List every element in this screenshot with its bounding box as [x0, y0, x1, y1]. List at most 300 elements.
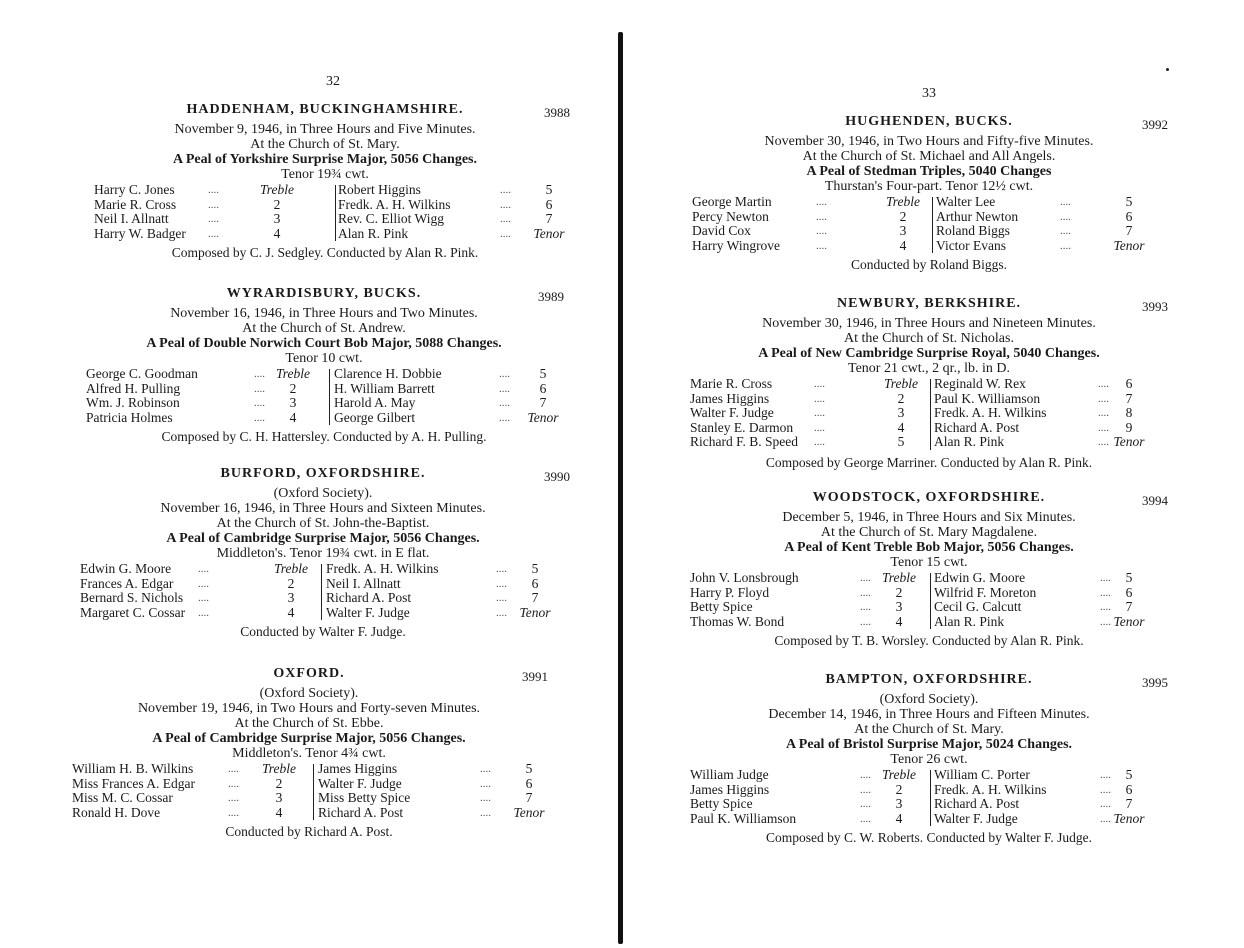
ringer-name: H. William Barrett: [334, 380, 435, 396]
ringer-row: [936, 239, 1150, 254]
leader-dots: ....: [816, 210, 827, 223]
column-divider: [932, 197, 933, 253]
ringer-row: [690, 586, 920, 601]
leader-dots: ....: [208, 184, 219, 196]
peal-header: [70, 666, 548, 686]
bell-number: Treble: [881, 570, 916, 585]
peal-footer: Conducted by Richard A. Post.: [225, 824, 393, 839]
ringer-name: Clarence H. Dobbie: [334, 366, 442, 381]
ringers-column-left: [80, 562, 312, 620]
peal-header: [690, 490, 1168, 510]
bell-number: 3: [289, 395, 297, 410]
peal-header: [80, 102, 570, 122]
ringer-name: Cecil G. Calcutt: [934, 599, 1022, 614]
column-divider: [930, 379, 931, 450]
ringers-band: [690, 377, 1168, 453]
ringer-row: [334, 411, 564, 426]
ringer-name: William Judge: [690, 767, 769, 782]
ringer-name: Reginald W. Rex: [934, 376, 1026, 391]
ringer-name: Edwin G. Moore: [934, 570, 1026, 585]
bell-number: 2: [899, 208, 907, 224]
leader-dots: ....: [1060, 196, 1071, 208]
leader-dots: ....: [1098, 436, 1109, 448]
peal-detail-line: (Oxford Society).: [259, 686, 359, 701]
bell-number: 3: [287, 590, 295, 605]
leader-dots: ....: [816, 239, 827, 252]
column-divider: [930, 573, 931, 629]
peal-number: 3988: [544, 105, 570, 120]
peal-detail-line: November 9, 1946, in Three Hours and Five Minutes.: [174, 122, 476, 137]
leader-dots: ....: [1098, 392, 1109, 405]
peal-record: [690, 296, 1168, 471]
ringer-name: John V. Lonsbrough: [690, 570, 799, 585]
ringers-band: [76, 562, 570, 622]
ringers-column-left: [690, 377, 922, 450]
leader-dots: ....: [814, 378, 825, 390]
ringer-row: [86, 411, 314, 426]
ringer-row: [934, 586, 1150, 601]
leader-dots: ....: [500, 184, 511, 196]
bell-number: 4: [897, 419, 905, 435]
leader-dots: ....: [1100, 769, 1111, 781]
ringer-name: Harry P. Floyd: [690, 584, 770, 600]
ringer-name: Stanley E. Darmon: [690, 419, 794, 435]
bell-number: 4: [275, 804, 283, 820]
ringer-row: [934, 571, 1150, 586]
ringer-name: Rev. C. Elliot Wigg: [338, 211, 444, 226]
ringer-name: James Higgins: [690, 390, 770, 406]
leader-dots: ....: [198, 577, 209, 590]
bell-number: Tenor: [1113, 810, 1145, 826]
ringer-row: [934, 615, 1150, 630]
peal-detail-line: (Oxford Society).: [879, 692, 979, 707]
peal-location: HUGHENDEN, BUCKS.: [845, 114, 1013, 129]
leader-dots: ....: [198, 563, 209, 575]
ringers-column-right: [334, 367, 564, 425]
peal-record: [80, 102, 570, 261]
ringer-name: Wm. J. Robinson: [86, 395, 180, 410]
ringers-column-right: [326, 562, 556, 620]
peal-header: [76, 466, 570, 486]
ringer-row: [80, 606, 312, 621]
bell-number: 5: [897, 434, 905, 449]
peal-tenor: Tenor 15 cwt.: [890, 555, 968, 570]
ringer-name: Alan R. Pink: [934, 613, 1005, 629]
peal-location: WYRARDISBURY, BUCKS.: [226, 286, 422, 301]
ringer-name: William H. B. Wilkins: [72, 761, 194, 776]
bell-number: Treble: [261, 761, 296, 776]
bell-number: 4: [899, 237, 907, 253]
ringers-column-right: [318, 762, 550, 820]
bell-number: Tenor: [533, 225, 565, 241]
bell-number: 5: [1125, 767, 1133, 782]
leader-dots: ....: [1100, 615, 1111, 628]
ringer-name: Frances A. Edgar: [80, 575, 174, 591]
peal-number: 3990: [544, 469, 570, 484]
ringer-row: [338, 183, 570, 198]
ringer-row: [690, 797, 920, 812]
ringer-name: Betty Spice: [690, 599, 753, 614]
leader-dots: ....: [1100, 798, 1111, 810]
ringer-name: Miss Frances A. Edgar: [72, 775, 195, 791]
ringer-row: [94, 198, 298, 213]
ringers-column-left: [690, 768, 920, 826]
leader-dots: ....: [198, 592, 209, 604]
leader-dots: ....: [208, 198, 219, 211]
peal-detail-line: November 30, 1946, in Two Hours and Fifty-five Minutes.: [764, 134, 1094, 149]
ringer-row: [334, 396, 564, 411]
bell-number: 4: [289, 409, 297, 425]
leader-dots: ....: [496, 577, 507, 590]
ringer-name: James Higgins: [690, 781, 770, 797]
leader-dots: ....: [1098, 407, 1109, 419]
peal-record: [690, 672, 1168, 846]
leader-dots: ....: [228, 763, 239, 775]
bell-number: 6: [1125, 781, 1133, 797]
leader-dots: ....: [254, 382, 265, 395]
peal-footer: Composed by C. W. Roberts. Conducted by Walter F. Judge.: [765, 830, 1093, 845]
bell-number: 6: [531, 575, 539, 591]
ringer-name: Walter F. Judge: [690, 405, 774, 420]
ringer-row: [692, 210, 924, 225]
ringer-row: [326, 577, 556, 592]
leader-dots: ....: [1098, 421, 1109, 434]
leader-dots: ....: [496, 563, 507, 575]
ringer-name: Victor Evans: [936, 237, 1007, 253]
bell-number: 7: [1125, 796, 1133, 811]
ringer-name: Fredk. A. H. Wilkins: [338, 196, 451, 212]
ringers-band: [80, 183, 570, 243]
peal-number: 3991: [522, 669, 548, 684]
ringer-name: Walter F. Judge: [326, 604, 410, 620]
peal-location: BURFORD, OXFORDSHIRE.: [220, 466, 426, 481]
leader-dots: ....: [499, 382, 510, 395]
ringers-band: [690, 571, 1168, 631]
ringer-row: [326, 606, 556, 621]
leader-dots: ....: [198, 606, 209, 619]
leader-dots: ....: [1100, 586, 1111, 599]
ringers-column-left: [86, 367, 314, 425]
leader-dots: ....: [860, 783, 871, 796]
bell-number: 6: [1125, 376, 1133, 391]
peal-detail-line: December 14, 1946, in Three Hours and Fifteen Minutes.: [768, 707, 1090, 722]
ringer-name: Marie R. Cross: [94, 196, 177, 212]
ringer-row: [934, 421, 1150, 436]
bell-number: 3: [275, 790, 283, 805]
ringer-row: [692, 195, 924, 210]
ringer-row: [334, 382, 564, 397]
leader-dots: ....: [816, 196, 827, 208]
bell-number: 7: [525, 790, 533, 805]
ringer-name: Miss Betty Spice: [318, 790, 411, 805]
peal-record: [70, 666, 548, 840]
ringer-row: [72, 762, 300, 777]
leader-dots: ....: [816, 225, 827, 237]
ringer-row: [318, 777, 550, 792]
peal-method: A Peal of Stedman Triples, 5040 Changes: [806, 164, 1052, 179]
leader-dots: ....: [814, 407, 825, 419]
peal-number: 3994: [1142, 493, 1168, 508]
ringer-name: James Higgins: [318, 761, 398, 776]
ringer-row: [72, 806, 300, 821]
peal-method: A Peal of Kent Treble Bob Major, 5056 Changes.: [784, 540, 1074, 555]
ringer-name: Miss M. C. Cossar: [72, 790, 173, 805]
bell-number: 5: [1125, 570, 1133, 585]
bell-number: Tenor: [1113, 237, 1145, 253]
ringer-row: [936, 224, 1150, 239]
peal-location: OXFORD.: [273, 666, 345, 681]
peal-method: A Peal of Double Norwich Court Bob Major, 5088 Changes.: [146, 336, 502, 351]
bell-number: Tenor: [513, 804, 545, 820]
peal-record: [84, 286, 564, 445]
ringer-name: Harry Wingrove: [692, 237, 781, 253]
peal-record: [690, 490, 1168, 649]
ringer-name: Richard A. Post: [934, 419, 1020, 435]
ringer-name: Roland Biggs: [936, 223, 1010, 238]
peal-number: 3992: [1142, 117, 1168, 132]
leader-dots: ....: [480, 806, 491, 819]
ringer-row: [936, 195, 1150, 210]
ringer-name: Harry W. Badger: [94, 225, 186, 241]
column-divider: [930, 770, 931, 826]
peal-tenor: Tenor 19¾ cwt.: [281, 167, 369, 182]
leader-dots: ....: [860, 615, 871, 628]
ringers-column-right: [934, 377, 1150, 450]
ringer-row: [690, 768, 920, 783]
ringer-row: [338, 227, 570, 242]
ringer-row: [936, 210, 1150, 225]
leader-dots: ....: [254, 368, 265, 380]
leader-dots: ....: [480, 792, 491, 804]
ringer-row: [690, 421, 922, 436]
bell-number: 5: [545, 182, 553, 197]
bell-number: 6: [1125, 208, 1133, 224]
bell-number: 2: [273, 196, 281, 212]
bell-number: 2: [275, 775, 283, 791]
leader-dots: ....: [860, 769, 871, 781]
peal-detail-line: At the Church of St. Mary Magdalene.: [820, 525, 1038, 540]
peal-header: [690, 296, 1168, 316]
leader-dots: ....: [499, 411, 510, 424]
peal-header: [690, 114, 1168, 134]
leader-dots: ....: [860, 572, 871, 584]
ringer-row: [690, 812, 920, 827]
leader-dots: ....: [860, 586, 871, 599]
ringer-row: [934, 812, 1150, 827]
ringer-row: [338, 198, 570, 213]
bell-number: 9: [1125, 419, 1133, 435]
leader-dots: ....: [208, 213, 219, 225]
ringers-band: [70, 762, 548, 822]
ringer-name: Harry C. Jones: [94, 182, 175, 197]
leader-dots: ....: [860, 798, 871, 810]
peal-detail-line: At the Church of St. John-the-Baptist.: [216, 516, 430, 531]
ringer-row: [326, 562, 556, 577]
leader-dots: ....: [500, 198, 511, 211]
ringer-row: [94, 183, 298, 198]
bell-number: 7: [531, 590, 539, 605]
peal-tenor: Middleton's. Tenor 19¾ cwt. in E flat.: [216, 546, 430, 561]
column-divider: [321, 564, 322, 620]
leader-dots: ....: [228, 806, 239, 819]
speck-mark: [1166, 68, 1169, 71]
bell-number: Tenor: [1113, 434, 1145, 449]
ringer-name: George Gilbert: [334, 409, 416, 425]
bell-number: 3: [895, 796, 903, 811]
leader-dots: ....: [499, 368, 510, 380]
ringer-name: Paul K. Williamson: [934, 390, 1041, 406]
ringer-row: [934, 406, 1150, 421]
leader-dots: ....: [1100, 812, 1111, 825]
ringers-column-right: [936, 195, 1150, 253]
ringer-row: [690, 435, 922, 450]
bell-number: 2: [895, 781, 903, 797]
ringers-band: [690, 195, 1168, 255]
ringers-band: [690, 768, 1168, 828]
ringer-name: Walter Lee: [936, 194, 996, 209]
ringer-row: [318, 762, 550, 777]
peal-detail-line: At the Church of St. Michael and All Angels.: [802, 149, 1056, 164]
bell-number: 5: [531, 561, 539, 576]
peal-method: A Peal of Cambridge Surprise Major, 5056 Changes.: [152, 731, 466, 746]
ringer-name: Fredk. A. H. Wilkins: [326, 561, 439, 576]
peal-detail-line: At the Church of St. Ebbe.: [234, 716, 384, 731]
bell-number: 5: [1125, 194, 1133, 209]
ringers-column-right: [934, 571, 1150, 629]
peal-method: A Peal of New Cambridge Surprise Royal, 5040 Changes.: [758, 346, 1100, 361]
ringer-name: Robert Higgins: [338, 182, 421, 197]
bell-number: 7: [545, 211, 553, 226]
ringer-row: [338, 212, 570, 227]
peal-record: [76, 466, 570, 640]
peal-header: [84, 286, 564, 306]
bell-number: Tenor: [527, 409, 559, 425]
peal-footer: Composed by T. B. Worsley. Conducted by Alan R. Pink.: [774, 633, 1084, 648]
peal-detail-line: At the Church of St. Nicholas.: [844, 331, 1014, 346]
bell-number: 6: [539, 380, 547, 396]
column-divider: [335, 185, 336, 241]
ringer-name: David Cox: [692, 223, 751, 238]
bell-number: Treble: [883, 376, 918, 391]
ringer-name: Harold A. May: [334, 395, 416, 410]
leader-dots: ....: [1060, 225, 1071, 237]
ringer-name: George C. Goodman: [86, 366, 198, 381]
leader-dots: ....: [814, 421, 825, 434]
bell-number: 4: [895, 810, 903, 826]
ringers-column-right: [338, 183, 570, 241]
peal-number: 3995: [1142, 675, 1168, 690]
ringer-row: [934, 392, 1150, 407]
bell-number: 2: [289, 380, 297, 396]
ringer-name: Alan R. Pink: [934, 434, 1005, 449]
leader-dots: ....: [496, 606, 507, 619]
ringer-row: [72, 791, 300, 806]
ringer-name: Richard A. Post: [934, 796, 1020, 811]
ringer-name: Marie R. Cross: [690, 376, 773, 391]
ringer-row: [690, 600, 920, 615]
peal-detail-line: At the Church of St. Mary.: [250, 137, 400, 152]
ringer-row: [94, 212, 298, 227]
peal-tenor: Tenor 21 cwt., 2 qr., lb. in D.: [848, 361, 1010, 376]
bell-number: 7: [1125, 390, 1133, 406]
ringer-row: [934, 783, 1150, 798]
column-divider: [313, 764, 314, 820]
leader-dots: ....: [208, 227, 219, 240]
leader-dots: ....: [1098, 378, 1109, 390]
ringers-column-right: [934, 768, 1150, 826]
peal-detail-line: November 30, 1946, in Three Hours and Nineteen Minutes.: [762, 316, 1096, 331]
ringer-row: [94, 227, 298, 242]
peal-tenor: Tenor 10 cwt.: [285, 351, 363, 366]
bell-number: Treble: [259, 182, 294, 197]
bell-number: Tenor: [1113, 613, 1145, 629]
bell-number: 4: [287, 604, 295, 620]
ringer-name: Ronald H. Dove: [72, 804, 161, 820]
leader-dots: ....: [228, 792, 239, 804]
bell-number: 5: [525, 761, 533, 776]
bell-number: 6: [525, 775, 533, 791]
leader-dots: ....: [500, 227, 511, 240]
bell-number: 7: [1125, 223, 1133, 238]
ringer-name: William C. Porter: [934, 767, 1030, 782]
ringer-name: Neil I. Allnatt: [94, 211, 169, 226]
ringer-name: Wilfrid F. Moreton: [934, 584, 1037, 600]
leader-dots: ....: [1100, 572, 1111, 584]
bell-number: Treble: [885, 194, 920, 209]
ringers-column-left: [692, 195, 924, 253]
leader-dots: ....: [860, 601, 871, 613]
ringer-row: [318, 806, 550, 821]
peal-detail-line: December 5, 1946, in Three Hours and Six Minutes.: [782, 510, 1076, 525]
column-divider: [329, 369, 330, 425]
peal-number: 3989: [538, 289, 564, 304]
ringer-name: Alan R. Pink: [338, 225, 409, 241]
bell-number: 3: [897, 405, 905, 420]
bell-number: 8: [1125, 405, 1133, 420]
ringer-row: [318, 791, 550, 806]
peal-method: A Peal of Cambridge Surprise Major, 5056 Changes.: [166, 531, 480, 546]
bell-number: 3: [899, 223, 907, 238]
peal-location: HADDENHAM, BUCKINGHAMSHIRE.: [186, 102, 464, 117]
peal-tenor: Thurstan's Four-part. Tenor 12½ cwt.: [824, 179, 1034, 194]
ringer-row: [690, 571, 920, 586]
bell-number: 2: [287, 575, 295, 591]
peal-number: 3993: [1142, 299, 1168, 314]
bell-number: 3: [895, 599, 903, 614]
ringer-name: Thomas W. Bond: [690, 613, 785, 629]
peal-location: WOODSTOCK, OXFORDSHIRE.: [812, 490, 1046, 505]
bell-number: 7: [539, 395, 547, 410]
ringer-name: Richard A. Post: [326, 590, 412, 605]
ringer-name: Walter F. Judge: [934, 810, 1018, 826]
peal-footer: Conducted by Roland Biggs.: [851, 257, 1007, 272]
ringer-name: Neil I. Allnatt: [326, 575, 401, 591]
ringers-band: [84, 367, 564, 427]
bell-number: 5: [539, 366, 547, 381]
ringer-row: [86, 367, 314, 382]
ringer-name: Patricia Holmes: [86, 409, 173, 425]
ringer-name: Richard A. Post: [318, 804, 404, 820]
bell-number: 6: [545, 196, 553, 212]
leader-dots: ....: [1060, 239, 1071, 252]
leader-dots: ....: [814, 436, 825, 448]
peal-detail-line: At the Church of St. Mary.: [854, 722, 1004, 737]
ringer-name: Alfred H. Pulling: [86, 380, 181, 396]
leader-dots: ....: [1100, 783, 1111, 796]
ringer-row: [934, 377, 1150, 392]
ringers-column-left: [94, 183, 298, 241]
ringer-row: [690, 377, 922, 392]
